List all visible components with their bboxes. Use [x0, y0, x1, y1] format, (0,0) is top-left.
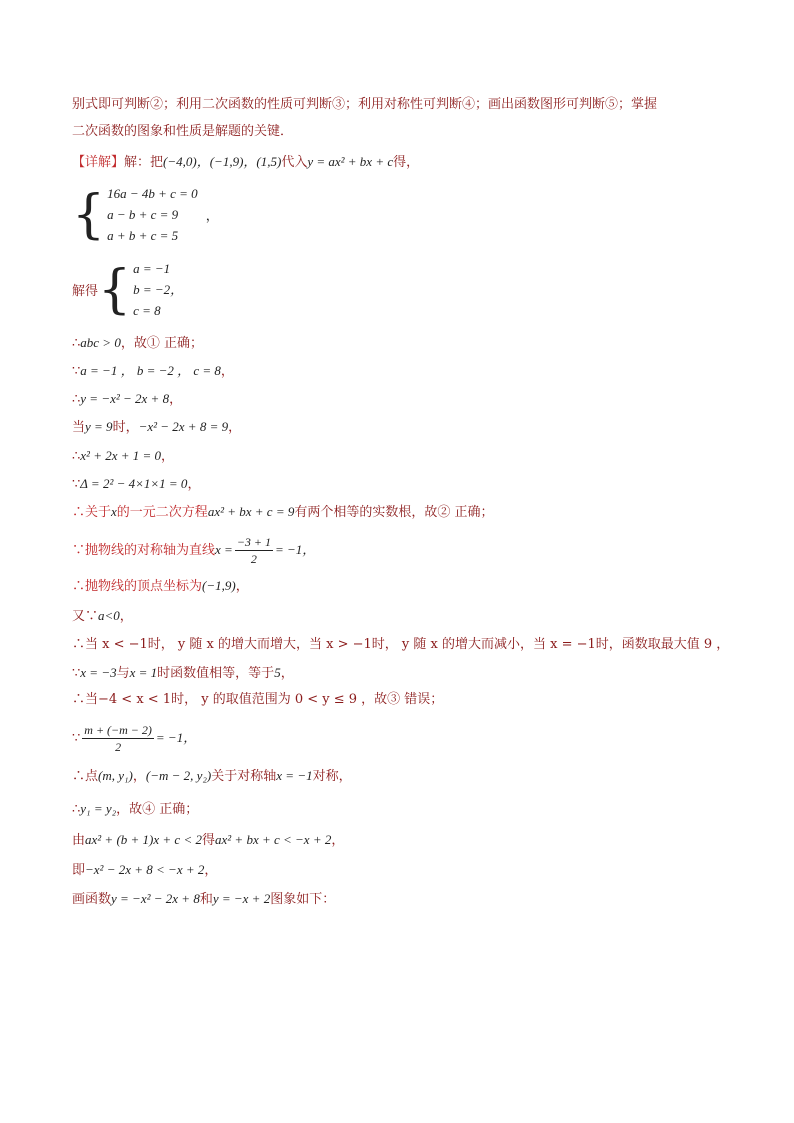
ineq-e: ，	[331, 833, 345, 848]
axis-denominator: 2	[250, 552, 257, 566]
equal-f: 5	[274, 665, 281, 680]
axis-line	[72, 532, 724, 569]
axis-fraction	[235, 534, 273, 567]
step-line-6	[72, 474, 724, 495]
step-post: ，	[220, 364, 234, 379]
solution-eq-2: b = −2，	[133, 282, 184, 297]
ie-c: ，	[204, 863, 218, 878]
mid-pre: ∵	[72, 731, 81, 746]
equal-d: x = 1	[129, 665, 158, 680]
step-math: y = −x² − 2x + 8	[80, 391, 170, 406]
mid-denominator: 2	[115, 740, 122, 754]
solution-system	[72, 258, 183, 321]
graph-a: 画函数	[72, 892, 112, 907]
equal-line	[72, 663, 724, 684]
equal-a: ∵	[72, 666, 81, 681]
ie-line	[72, 860, 724, 881]
sym-a: ∴点	[72, 769, 99, 784]
intro-line-2	[72, 122, 724, 142]
step-post: ，	[161, 449, 175, 464]
equal-b: x = −3	[80, 665, 117, 680]
step-post: ，	[187, 477, 201, 492]
axis-a: ∵抛物线的对称轴为直线	[72, 543, 216, 558]
detail-text-b: 代入	[281, 155, 308, 170]
intro-text-2: 二次函数的图象和性质是解题的关键．	[72, 124, 294, 139]
mid-numerator: m + (−m − 2)	[84, 723, 152, 737]
equal-e: 时函数值相等，等于	[157, 666, 275, 681]
solution-eq-1: a = −1	[133, 261, 171, 276]
sym-f: x = −1	[276, 768, 313, 783]
graph-c: 和	[199, 892, 213, 907]
step-pre: ∵	[72, 364, 81, 379]
inequality-line	[72, 830, 724, 851]
vertex-b: (−1,9)	[202, 578, 236, 593]
root-b: 的一元二次方程	[116, 505, 208, 520]
vertex-c: ，	[235, 579, 249, 594]
step-post: ，故① 正确；	[120, 336, 203, 351]
detail-tag: 【详解】	[72, 155, 125, 170]
range-text: ∴当−4 < x < 1时， y 的取值范围为 0 < y ≤ 9 ，故③ 错误；	[72, 692, 444, 707]
also-line	[72, 606, 724, 627]
step-pre: ∴	[72, 392, 81, 407]
graph-line	[72, 889, 724, 910]
equal-g: ，	[280, 666, 294, 681]
step-line-5	[72, 446, 724, 467]
graph-d: y = −x + 2	[212, 891, 271, 906]
sym-b: (m, y₁)	[98, 768, 133, 783]
axis-x: x =	[215, 542, 233, 557]
graph-b: y = −x² − 2x + 8	[111, 891, 200, 906]
axis-numerator: −3 + 1	[236, 535, 272, 549]
intro-line-1	[72, 95, 724, 115]
sym-g: 对称，	[312, 769, 352, 784]
range-line	[72, 690, 724, 710]
detail-line	[72, 152, 724, 173]
solve-label: 解得	[72, 284, 99, 299]
root-a: ∴关于	[72, 505, 112, 520]
system-eq-1: 16a − 4b + c = 0	[107, 186, 198, 201]
ineq-a: 由	[72, 833, 86, 848]
system-equations	[107, 183, 198, 246]
y-c: ，故④ 正确；	[116, 802, 199, 817]
graph-e: 图象如下：	[270, 892, 336, 907]
step-line-1	[72, 333, 724, 354]
sym-e: 关于对称轴	[211, 769, 277, 784]
sym-d: (−m − 2, y₂)	[145, 768, 212, 783]
root-x: x	[111, 504, 117, 519]
step-line-2	[72, 361, 724, 382]
root-c: 有两个相等的实数根，故② 正确；	[294, 505, 494, 520]
system-eq-3: a + b + c = 5	[107, 228, 179, 243]
step-math: a = −1 ， b = −2 ， c = 8	[80, 363, 221, 378]
equation-system	[72, 183, 219, 246]
left-brace: {	[72, 184, 106, 245]
detail-points: (−4,0)，(−1,9)，(1,5)	[163, 154, 282, 169]
ie-a: 即	[72, 863, 86, 878]
ineq-b: ax² + (b + 1)x + c < 2	[85, 832, 202, 847]
symmetry-line	[72, 766, 724, 787]
step-pre: ∵	[72, 477, 81, 492]
solution-equations	[133, 258, 183, 321]
step-post: ，	[169, 392, 183, 407]
monotonic-line	[72, 635, 730, 655]
step-math-2: −x² − 2x + 8 = 9	[138, 419, 229, 434]
system-eq-2: a − b + c = 9	[107, 207, 179, 222]
step-math: x² + 2x + 1 = 0	[80, 448, 162, 463]
step-line-4	[72, 417, 724, 438]
monotonic-text: ∴当 x < −1时， y 随 x 的增大而增大，当 x > −1时， y 随 x 的增大而减小，当 x = −1时，函数取最大值 9 ，	[72, 637, 730, 652]
root-line	[72, 502, 724, 523]
equal-c: 与	[116, 666, 130, 681]
step-math: abc > 0	[80, 335, 121, 350]
mid-tail: = −1，	[155, 730, 197, 745]
also-b: a<0	[98, 608, 120, 623]
ie-b: −x² − 2x + 8 < −x + 2	[85, 862, 205, 877]
step-pre: ∴	[72, 449, 81, 464]
also-c: ，	[119, 609, 133, 624]
ineq-c: 得	[201, 833, 215, 848]
axis-tail: = −1，	[275, 542, 316, 557]
also-a: 又∵	[72, 609, 99, 624]
root-eq: ax² + bx + c = 9	[207, 504, 295, 519]
vertex-a: ∴抛物线的顶点坐标为	[72, 579, 203, 594]
solution-brace: {	[98, 259, 132, 320]
step-line-3	[72, 389, 724, 410]
step-math: Δ = 2² − 4×1×1 = 0	[80, 476, 188, 491]
solution-eq-3: c = 8	[133, 303, 161, 318]
sym-c: ，	[132, 769, 146, 784]
y-a: ∴	[72, 802, 81, 817]
system-trail: ，	[205, 209, 219, 224]
step-pre: 当	[72, 420, 86, 435]
step-math: y = 9	[85, 419, 113, 434]
step-pre: ∴	[72, 336, 81, 351]
vertex-line	[72, 576, 724, 597]
y-equal-line	[72, 799, 724, 820]
ineq-d: ax² + bx + c < −x + 2	[215, 832, 332, 847]
step-post-2: ，	[228, 420, 242, 435]
intro-text-1: 别式即可判断②；利用二次函数的性质可判断③；利用对称性可判断④；画出函数图形可判断⑤；掌握	[72, 97, 658, 112]
detail-text-c: 得，	[393, 155, 420, 170]
y-b: y₁ = y₂	[80, 801, 117, 816]
step-post: 时，	[112, 420, 139, 435]
detail-text-a: 解：把	[124, 155, 164, 170]
detail-formula: y = ax² + bx + c	[307, 154, 394, 169]
mid-fraction	[82, 722, 154, 755]
midpoint-line	[72, 720, 724, 757]
